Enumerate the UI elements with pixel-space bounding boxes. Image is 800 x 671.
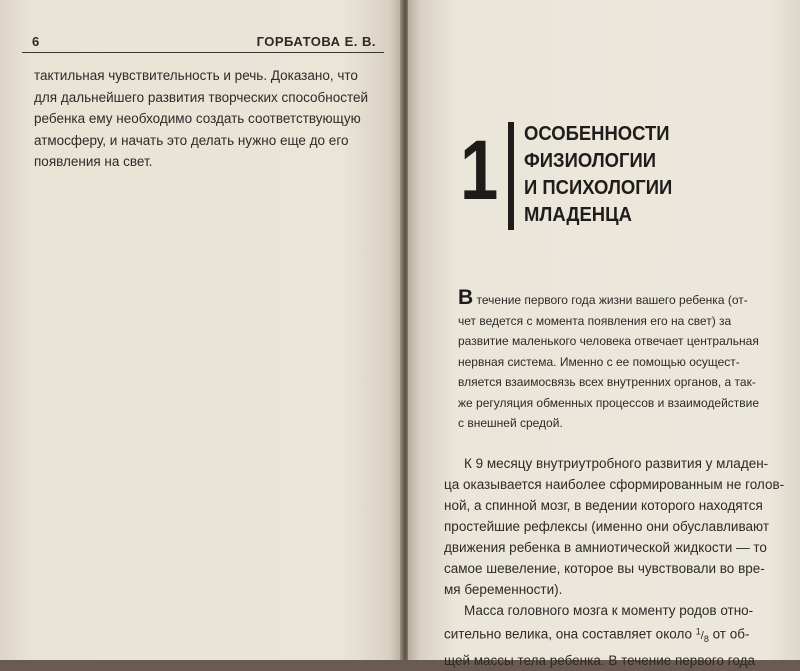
text-line: К 9 месяцу внутриутробного развития у младен- [464, 456, 769, 471]
text-line [444, 621, 790, 650]
chapter-title-line: ОСОБЕННОСТИ [524, 122, 670, 145]
fraction-denominator: 8 [703, 633, 709, 644]
text-fragment: от об- [708, 626, 750, 642]
text-line: атмосферу, и начать это делать нужно еще до его [34, 132, 349, 148]
text-line: развитие маленького человека отвечает центральная [458, 334, 759, 348]
body-text [444, 453, 790, 671]
text-line: появления на свет. [34, 154, 153, 169]
left-page-text [34, 65, 390, 173]
chapter-number: 1 [460, 123, 499, 217]
left-page [0, 0, 402, 660]
text-line: простейшие рефлексы (именно они обуславливают [444, 519, 770, 534]
text-line: тактильная чувствительность и речь. Доказано, что [34, 68, 358, 83]
text-line: же регуляция обменных процессов и взаимодействие [458, 395, 760, 410]
chapter-title-line: И ПСИХОЛОГИИ [524, 176, 673, 199]
chapter-title-line: МЛАДЕНЦА [524, 203, 632, 226]
text-line: самое шевеление, которое вы чувствовали во вре- [444, 561, 765, 576]
lead-paragraph [458, 286, 788, 434]
chapter-title-line: ФИЗИОЛОГИИ [524, 149, 657, 172]
text-fragment: сительно велика, она составляет около [444, 626, 696, 642]
chapter-heading [460, 118, 730, 238]
right-page [408, 0, 800, 668]
text-line: Масса головного мозга к моменту родов отно- [464, 603, 754, 618]
text-line: с внешней средой. [458, 416, 563, 430]
text-line: ца оказывается наиболее сформированным не голов- [444, 477, 785, 492]
text-line: мя беременности). [444, 582, 563, 597]
text-line: чет ведется с момента появления его на свет) за [458, 313, 732, 328]
chapter-title [524, 120, 722, 228]
fraction: $^1/_8$ [695, 626, 709, 644]
text-line: для дальнейшего развития творческих способностей [34, 89, 369, 105]
text-line [458, 286, 788, 311]
text-line: ребенка ему необходимо создать соответствующую [34, 111, 361, 126]
left-page-header [22, 28, 384, 53]
text-line: вляется взаимосвязь всех внутренних органов, а так- [458, 375, 756, 389]
text-line: движения ребенка в амниотической жидкости — то [444, 540, 767, 555]
drop-cap: В [458, 286, 474, 309]
text-line: нервная система. Именно с ее помощью осущест- [458, 354, 740, 369]
fraction-numerator: 1 [695, 626, 701, 636]
chapter-rule [508, 122, 514, 230]
text-fragment: течение первого года жизни вашего ребенка (от- [473, 293, 748, 307]
running-head-author: ГОРБАТОВА Е. В. [256, 34, 376, 49]
page-number: 6 [32, 34, 40, 49]
text-line: ной, а спинной мозг, в ведении которого находятся [444, 498, 763, 513]
text-line: щей массы тела ребенка. В течение первого года [444, 652, 755, 668]
